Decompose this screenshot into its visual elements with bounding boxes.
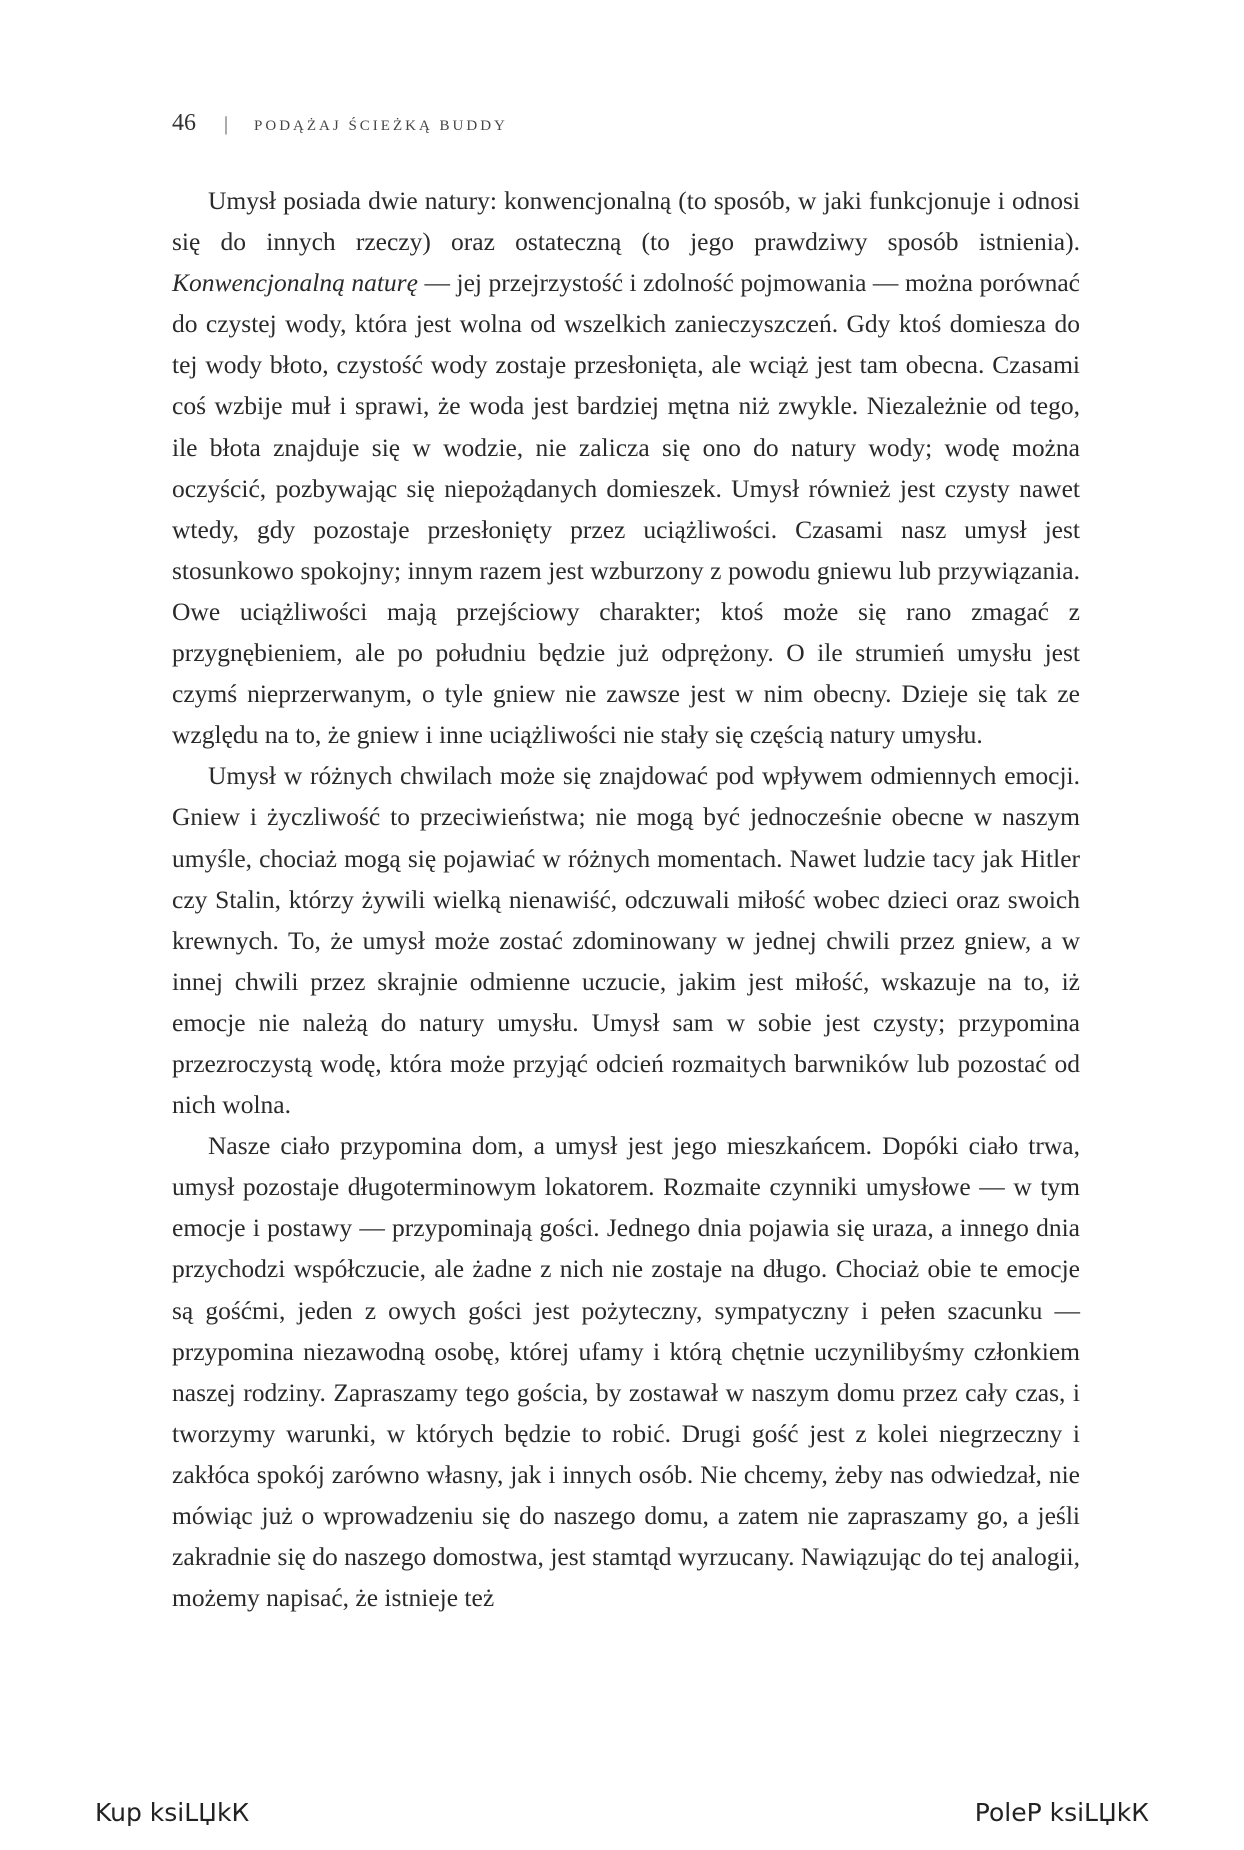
book-title: PODĄŻAJ ŚCIEŻKĄ BUDDY (254, 118, 508, 134)
paragraph-3: Nasze ciało przypomina dom, a umysł jest jego mieszkańcem. Dopóki ciało trwa, umysł pozostaje długoterminowym lokatorem. Rozmaite czynniki umysłowe — w tym emocje i postawy — przypominają gości. Jednego dnia pojawia się uraza, a innego dnia przychodzi współczucie, ale żadne z nich nie zostaje na długo. Chociaż obie te emocje są gośćmi, jeden z owych gości jest pożyteczny, sympatyczny i pełen szacunku — przypomina niezawodną osobę, której ufamy i którą chętnie uczynilibyśmy członkiem naszej rodziny. Zapraszamy tego gościa, by zostawał w naszym domu przez cały czas, i tworzymy warunki, w których będzie to robić. Drugi gość jest z kolei niegrzeczny i zakłóca spokój zarówno własny, jak i innych osób. Nie chcemy, żeby nas odwiedzał, nie mówiąc już o wprowadzeniu się do naszego domu, a zatem nie zapraszamy go, a jeśli zakradnie się do naszego domostwa, jest stamtąd wyrzucany. Nawiązując do tej analogii, możemy napisać, że istnieje też (172, 1131, 1080, 1613)
body-text (172, 180, 1080, 1618)
paragraph-1-italic: Konwencjonalną naturę (172, 268, 418, 298)
buy-book-link[interactable]: Kup ksiLЏkК (95, 1798, 250, 1827)
paragraph-1-start: Umysł posiada dwie natury: konwencjonalną (to sposób, w jaki funkcjonuje i odnosi się do innych rzeczy) oraz ostateczną (to jego prawdziwy sposób istnienia). (172, 186, 1080, 257)
header-separator: | (224, 113, 229, 135)
paragraph-1-rest: — jej przejrzystość i zdolność pojmowania — można porównać do czystej wody, która jest wolna od wszelkich zanieczyszczeń. Gdy ktoś domiesza do tej wody błoto, czystość wody zostaje przesłonięta, ale wciąż jest tam obecna. Czasami coś wzbije muł i sprawi, że woda jest bardziej mętna niż zwykle. Niezależnie od tego, ile błota znajduje się w wodzie, nie zalicza się ono do natury wody; wodę można oczyścić, pozbywając się niepożądanych domieszek. Umysł również jest czysty nawet wtedy, gdy pozostaje przesłonięty przez uciążliwości. Czasami nasz umysł jest stosunkowo spokojny; innym razem jest wzburzony z powodu gniewu lub przywiązania. Owe uciążliwości mają przejściowy charakter; ktoś może się rano zmagać z przygnębieniem, ale po południu będzie już odprężony. O ile strumień umysłu jest czymś nieprzerwanym, o tyle gniew nie zawsze jest w nim obecny. Dzieje się tak ze względu na to, że gniew i inne uciążliwości nie stały się częścią natury umysłu. (172, 268, 1080, 750)
recommend-book-link[interactable]: PoleР ksiLЏkК (974, 1798, 1149, 1827)
paragraph-1 (172, 180, 1080, 755)
paragraph-2: Umysł w różnych chwilach może się znajdować pod wpływem odmiennych emocji. Gniew i życzliwość to przeciwieństwa; nie mogą być jednocześnie obecne w naszym umyśle, chociaż mogą się pojawiać w różnych momentach. Nawet ludzie tacy jak Hitler czy Stalin, którzy żywili wielką nienawiść, odczuwali miłość wobec dzieci oraz swoich krewnych. To, że umysł może zostać zdominowany w jednej chwili przez gniew, a w innej chwili przez skrajnie odmienne uczucie, jakim jest miłość, wskazuje na to, iż emocje nie należą do natury umysłu. Umysł sam w sobie jest czysty; przypomina przezroczystą wodę, która może przyjąć odcień rozmaitych barwników lub pozostać od nich wolna. (172, 761, 1080, 1120)
page-number: 46 (172, 110, 196, 136)
running-header (172, 110, 508, 137)
